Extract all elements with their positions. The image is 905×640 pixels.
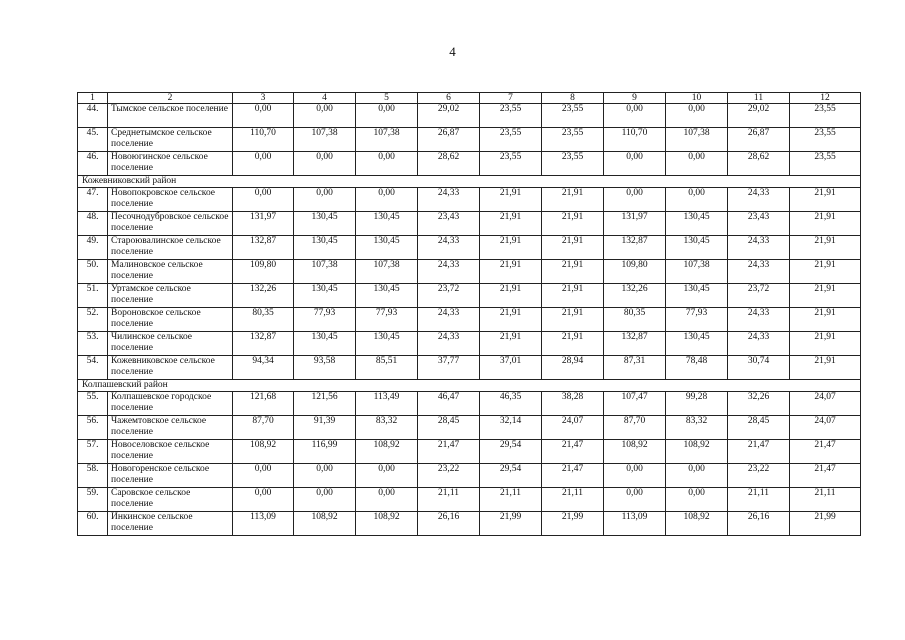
- value-cell: 21,91: [790, 260, 861, 284]
- district-name: Кожевниковский район: [78, 176, 861, 188]
- value-cell: 0,00: [294, 152, 356, 176]
- value-cell: 21,91: [542, 188, 604, 212]
- value-cell: 0,00: [604, 464, 666, 488]
- value-cell: 24,33: [418, 260, 480, 284]
- column-header: 10: [666, 93, 728, 104]
- value-cell: 21,99: [480, 512, 542, 536]
- value-cell: 121,56: [294, 392, 356, 416]
- value-cell: 107,47: [604, 392, 666, 416]
- value-cell: 80,35: [604, 308, 666, 332]
- value-cell: 109,80: [604, 260, 666, 284]
- value-cell: 107,38: [666, 128, 728, 152]
- value-cell: 28,62: [728, 152, 790, 176]
- value-cell: 132,26: [233, 284, 294, 308]
- row-number: 56.: [78, 416, 108, 440]
- value-cell: 0,00: [233, 464, 294, 488]
- value-cell: 28,94: [542, 356, 604, 380]
- value-cell: 131,97: [233, 212, 294, 236]
- value-cell: 91,39: [294, 416, 356, 440]
- value-cell: 29,02: [728, 104, 790, 128]
- value-cell: 107,38: [294, 260, 356, 284]
- value-cell: 132,87: [233, 332, 294, 356]
- column-header: 8: [542, 93, 604, 104]
- value-cell: 24,33: [728, 308, 790, 332]
- value-cell: 21,99: [790, 512, 861, 536]
- value-cell: 116,99: [294, 440, 356, 464]
- value-cell: 121,68: [233, 392, 294, 416]
- row-number: 44.: [78, 104, 108, 128]
- value-cell: 80,35: [233, 308, 294, 332]
- page-number: 4: [449, 44, 456, 59]
- value-cell: 0,00: [356, 104, 418, 128]
- value-cell: 21,91: [480, 332, 542, 356]
- value-cell: 21,91: [542, 236, 604, 260]
- settlement-name: Новоселовское сельское поселение: [108, 440, 233, 464]
- value-cell: 0,00: [233, 104, 294, 128]
- value-cell: 99,28: [666, 392, 728, 416]
- value-cell: 113,09: [604, 512, 666, 536]
- value-cell: 0,00: [666, 188, 728, 212]
- value-cell: 21,11: [790, 488, 861, 512]
- value-cell: 0,00: [604, 188, 666, 212]
- district-group-row: [78, 176, 861, 188]
- settlement-name: Кожевниковское сельское поселение: [108, 356, 233, 380]
- value-cell: 37,01: [480, 356, 542, 380]
- column-header: 7: [480, 93, 542, 104]
- value-cell: 77,93: [294, 308, 356, 332]
- row-number: 55.: [78, 392, 108, 416]
- table-row: [78, 464, 861, 488]
- value-cell: 77,93: [356, 308, 418, 332]
- column-header: 2: [108, 93, 233, 104]
- value-cell: 23,55: [480, 104, 542, 128]
- value-cell: 130,45: [294, 332, 356, 356]
- value-cell: 21,11: [728, 488, 790, 512]
- value-cell: 113,09: [233, 512, 294, 536]
- table-row: [78, 356, 861, 380]
- value-cell: 32,14: [480, 416, 542, 440]
- value-cell: 107,38: [294, 128, 356, 152]
- value-cell: 29,02: [418, 104, 480, 128]
- row-number: 58.: [78, 464, 108, 488]
- value-cell: 21,47: [542, 464, 604, 488]
- value-cell: 21,91: [480, 212, 542, 236]
- value-cell: 24,33: [418, 188, 480, 212]
- value-cell: 24,33: [418, 308, 480, 332]
- value-cell: 21,91: [480, 236, 542, 260]
- value-cell: 130,45: [294, 284, 356, 308]
- value-cell: 21,91: [790, 308, 861, 332]
- value-cell: 0,00: [666, 152, 728, 176]
- value-cell: 130,45: [356, 332, 418, 356]
- table-row: [78, 308, 861, 332]
- value-cell: 32,26: [728, 392, 790, 416]
- value-cell: 23,22: [728, 464, 790, 488]
- value-cell: 0,00: [294, 488, 356, 512]
- value-cell: 113,49: [356, 392, 418, 416]
- value-cell: 21,91: [542, 308, 604, 332]
- value-cell: 28,62: [418, 152, 480, 176]
- value-cell: 130,45: [356, 212, 418, 236]
- settlement-name: Среднетымское сельское поселение: [108, 128, 233, 152]
- value-cell: 23,72: [418, 284, 480, 308]
- settlement-name: Песочнодубровское сельское поселение: [108, 212, 233, 236]
- value-cell: 108,92: [604, 440, 666, 464]
- value-cell: 108,92: [233, 440, 294, 464]
- value-cell: 108,92: [666, 512, 728, 536]
- row-number: 50.: [78, 260, 108, 284]
- settlement-name: Новопокровское сельское поселение: [108, 188, 233, 212]
- column-header: 1: [78, 93, 108, 104]
- table-row: [78, 392, 861, 416]
- table-row: [78, 212, 861, 236]
- row-number: 59.: [78, 488, 108, 512]
- settlement-name: Новогоренское сельское поселение: [108, 464, 233, 488]
- table-row: [78, 284, 861, 308]
- value-cell: 130,45: [666, 332, 728, 356]
- row-number: 48.: [78, 212, 108, 236]
- value-cell: 29,54: [480, 440, 542, 464]
- value-cell: 87,70: [604, 416, 666, 440]
- value-cell: 21,91: [480, 308, 542, 332]
- value-cell: 21,91: [480, 284, 542, 308]
- district-group-row: [78, 380, 861, 392]
- value-cell: 24,33: [728, 188, 790, 212]
- value-cell: 132,87: [604, 236, 666, 260]
- value-cell: 21,47: [790, 440, 861, 464]
- value-cell: 24,33: [418, 236, 480, 260]
- value-cell: 21,91: [542, 284, 604, 308]
- value-cell: 0,00: [356, 152, 418, 176]
- table-row: [78, 128, 861, 152]
- settlement-name: Саровское сельское поселение: [108, 488, 233, 512]
- value-cell: 94,34: [233, 356, 294, 380]
- value-cell: 131,97: [604, 212, 666, 236]
- value-cell: 83,32: [666, 416, 728, 440]
- table-body: [78, 93, 861, 536]
- value-cell: 130,45: [666, 236, 728, 260]
- value-cell: 28,45: [418, 416, 480, 440]
- row-number: 46.: [78, 152, 108, 176]
- table-row: [78, 332, 861, 356]
- value-cell: 26,87: [728, 128, 790, 152]
- value-cell: 0,00: [604, 152, 666, 176]
- value-cell: 130,45: [666, 212, 728, 236]
- row-number: 57.: [78, 440, 108, 464]
- table-row: [78, 488, 861, 512]
- value-cell: 21,91: [790, 356, 861, 380]
- settlement-name: Тымское сельское поселение: [108, 104, 233, 128]
- settlement-name: Инкинское сельское поселение: [108, 512, 233, 536]
- value-cell: 107,38: [666, 260, 728, 284]
- value-cell: 0,00: [294, 464, 356, 488]
- value-cell: 21,91: [790, 188, 861, 212]
- value-cell: 0,00: [666, 104, 728, 128]
- value-cell: 26,16: [418, 512, 480, 536]
- value-cell: 23,55: [542, 128, 604, 152]
- value-cell: 0,00: [604, 488, 666, 512]
- value-cell: 0,00: [666, 488, 728, 512]
- value-cell: 0,00: [356, 488, 418, 512]
- value-cell: 46,47: [418, 392, 480, 416]
- table-row: [78, 512, 861, 536]
- settlement-name: Уртамское сельское поселение: [108, 284, 233, 308]
- value-cell: 109,80: [233, 260, 294, 284]
- value-cell: 46,35: [480, 392, 542, 416]
- value-cell: 21,11: [418, 488, 480, 512]
- value-cell: 132,87: [604, 332, 666, 356]
- row-number: 60.: [78, 512, 108, 536]
- value-cell: 87,31: [604, 356, 666, 380]
- value-cell: 108,92: [356, 512, 418, 536]
- value-cell: 0,00: [356, 188, 418, 212]
- table-row: [78, 104, 861, 128]
- value-cell: 24,07: [790, 392, 861, 416]
- value-cell: 78,48: [666, 356, 728, 380]
- value-cell: 21,99: [542, 512, 604, 536]
- value-cell: 107,38: [356, 128, 418, 152]
- value-cell: 26,16: [728, 512, 790, 536]
- value-cell: 21,47: [790, 464, 861, 488]
- value-cell: 0,00: [356, 464, 418, 488]
- settlement-name: Новоюгинское сельское поселение: [108, 152, 233, 176]
- value-cell: 77,93: [666, 308, 728, 332]
- settlement-name: Староювалинское сельское поселение: [108, 236, 233, 260]
- column-header: 6: [418, 93, 480, 104]
- column-header: 12: [790, 93, 861, 104]
- value-cell: 132,26: [604, 284, 666, 308]
- value-cell: 23,55: [790, 104, 861, 128]
- value-cell: 108,92: [356, 440, 418, 464]
- row-number: 49.: [78, 236, 108, 260]
- value-cell: 23,55: [480, 128, 542, 152]
- value-cell: 0,00: [294, 104, 356, 128]
- table-row: [78, 152, 861, 176]
- value-cell: 24,07: [790, 416, 861, 440]
- value-cell: 0,00: [233, 152, 294, 176]
- value-cell: 21,47: [728, 440, 790, 464]
- value-cell: 24,07: [542, 416, 604, 440]
- settlement-name: Вороновское сельское поселение: [108, 308, 233, 332]
- value-cell: 110,70: [233, 128, 294, 152]
- value-cell: 30,74: [728, 356, 790, 380]
- value-cell: 21,91: [542, 260, 604, 284]
- value-cell: 21,91: [542, 332, 604, 356]
- value-cell: 26,87: [418, 128, 480, 152]
- value-cell: 28,45: [728, 416, 790, 440]
- value-cell: 23,55: [790, 152, 861, 176]
- value-cell: 23,72: [728, 284, 790, 308]
- column-header: 3: [233, 93, 294, 104]
- row-number: 45.: [78, 128, 108, 152]
- value-cell: 24,33: [418, 332, 480, 356]
- value-cell: 130,45: [294, 236, 356, 260]
- value-cell: 85,51: [356, 356, 418, 380]
- column-header: 5: [356, 93, 418, 104]
- row-number: 53.: [78, 332, 108, 356]
- value-cell: 0,00: [604, 104, 666, 128]
- value-cell: 38,28: [542, 392, 604, 416]
- value-cell: 21,47: [418, 440, 480, 464]
- value-cell: 21,91: [790, 284, 861, 308]
- value-cell: 130,45: [666, 284, 728, 308]
- value-cell: 24,33: [728, 260, 790, 284]
- settlement-name: Чилинское сельское поселение: [108, 332, 233, 356]
- table-row: [78, 260, 861, 284]
- table-row: [78, 440, 861, 464]
- value-cell: 23,43: [728, 212, 790, 236]
- value-cell: 21,11: [542, 488, 604, 512]
- value-cell: 21,91: [790, 212, 861, 236]
- value-cell: 87,70: [233, 416, 294, 440]
- value-cell: 23,22: [418, 464, 480, 488]
- value-cell: 21,91: [542, 212, 604, 236]
- value-cell: 23,55: [542, 104, 604, 128]
- row-number: 47.: [78, 188, 108, 212]
- value-cell: 132,87: [233, 236, 294, 260]
- value-cell: 23,55: [480, 152, 542, 176]
- settlement-name: Чажемтовское сельское поселение: [108, 416, 233, 440]
- settlement-name: Колпашевское городское поселение: [108, 392, 233, 416]
- value-cell: 110,70: [604, 128, 666, 152]
- value-cell: 29,54: [480, 464, 542, 488]
- value-cell: 21,91: [480, 260, 542, 284]
- district-name: Колпашевский район: [78, 380, 861, 392]
- value-cell: 108,92: [294, 512, 356, 536]
- value-cell: 24,33: [728, 236, 790, 260]
- tariff-table: [77, 92, 861, 536]
- table-row: [78, 188, 861, 212]
- value-cell: 21,91: [790, 236, 861, 260]
- value-cell: 21,91: [480, 188, 542, 212]
- value-cell: 0,00: [666, 464, 728, 488]
- value-cell: 23,43: [418, 212, 480, 236]
- value-cell: 21,91: [790, 332, 861, 356]
- value-cell: 37,77: [418, 356, 480, 380]
- value-cell: 83,32: [356, 416, 418, 440]
- table-row: [78, 416, 861, 440]
- table-row: [78, 236, 861, 260]
- value-cell: 24,33: [728, 332, 790, 356]
- column-header-row: [78, 93, 861, 104]
- value-cell: 0,00: [233, 188, 294, 212]
- value-cell: 130,45: [356, 236, 418, 260]
- row-number: 52.: [78, 308, 108, 332]
- settlement-name: Малиновское сельское поселение: [108, 260, 233, 284]
- value-cell: 23,55: [542, 152, 604, 176]
- value-cell: 0,00: [233, 488, 294, 512]
- value-cell: 108,92: [666, 440, 728, 464]
- row-number: 54.: [78, 356, 108, 380]
- column-header: 9: [604, 93, 666, 104]
- value-cell: 93,58: [294, 356, 356, 380]
- row-number: 51.: [78, 284, 108, 308]
- value-cell: 21,47: [542, 440, 604, 464]
- value-cell: 0,00: [294, 188, 356, 212]
- column-header: 4: [294, 93, 356, 104]
- value-cell: 107,38: [356, 260, 418, 284]
- value-cell: 21,11: [480, 488, 542, 512]
- value-cell: 23,55: [790, 128, 861, 152]
- value-cell: 130,45: [356, 284, 418, 308]
- value-cell: 130,45: [294, 212, 356, 236]
- column-header: 11: [728, 93, 790, 104]
